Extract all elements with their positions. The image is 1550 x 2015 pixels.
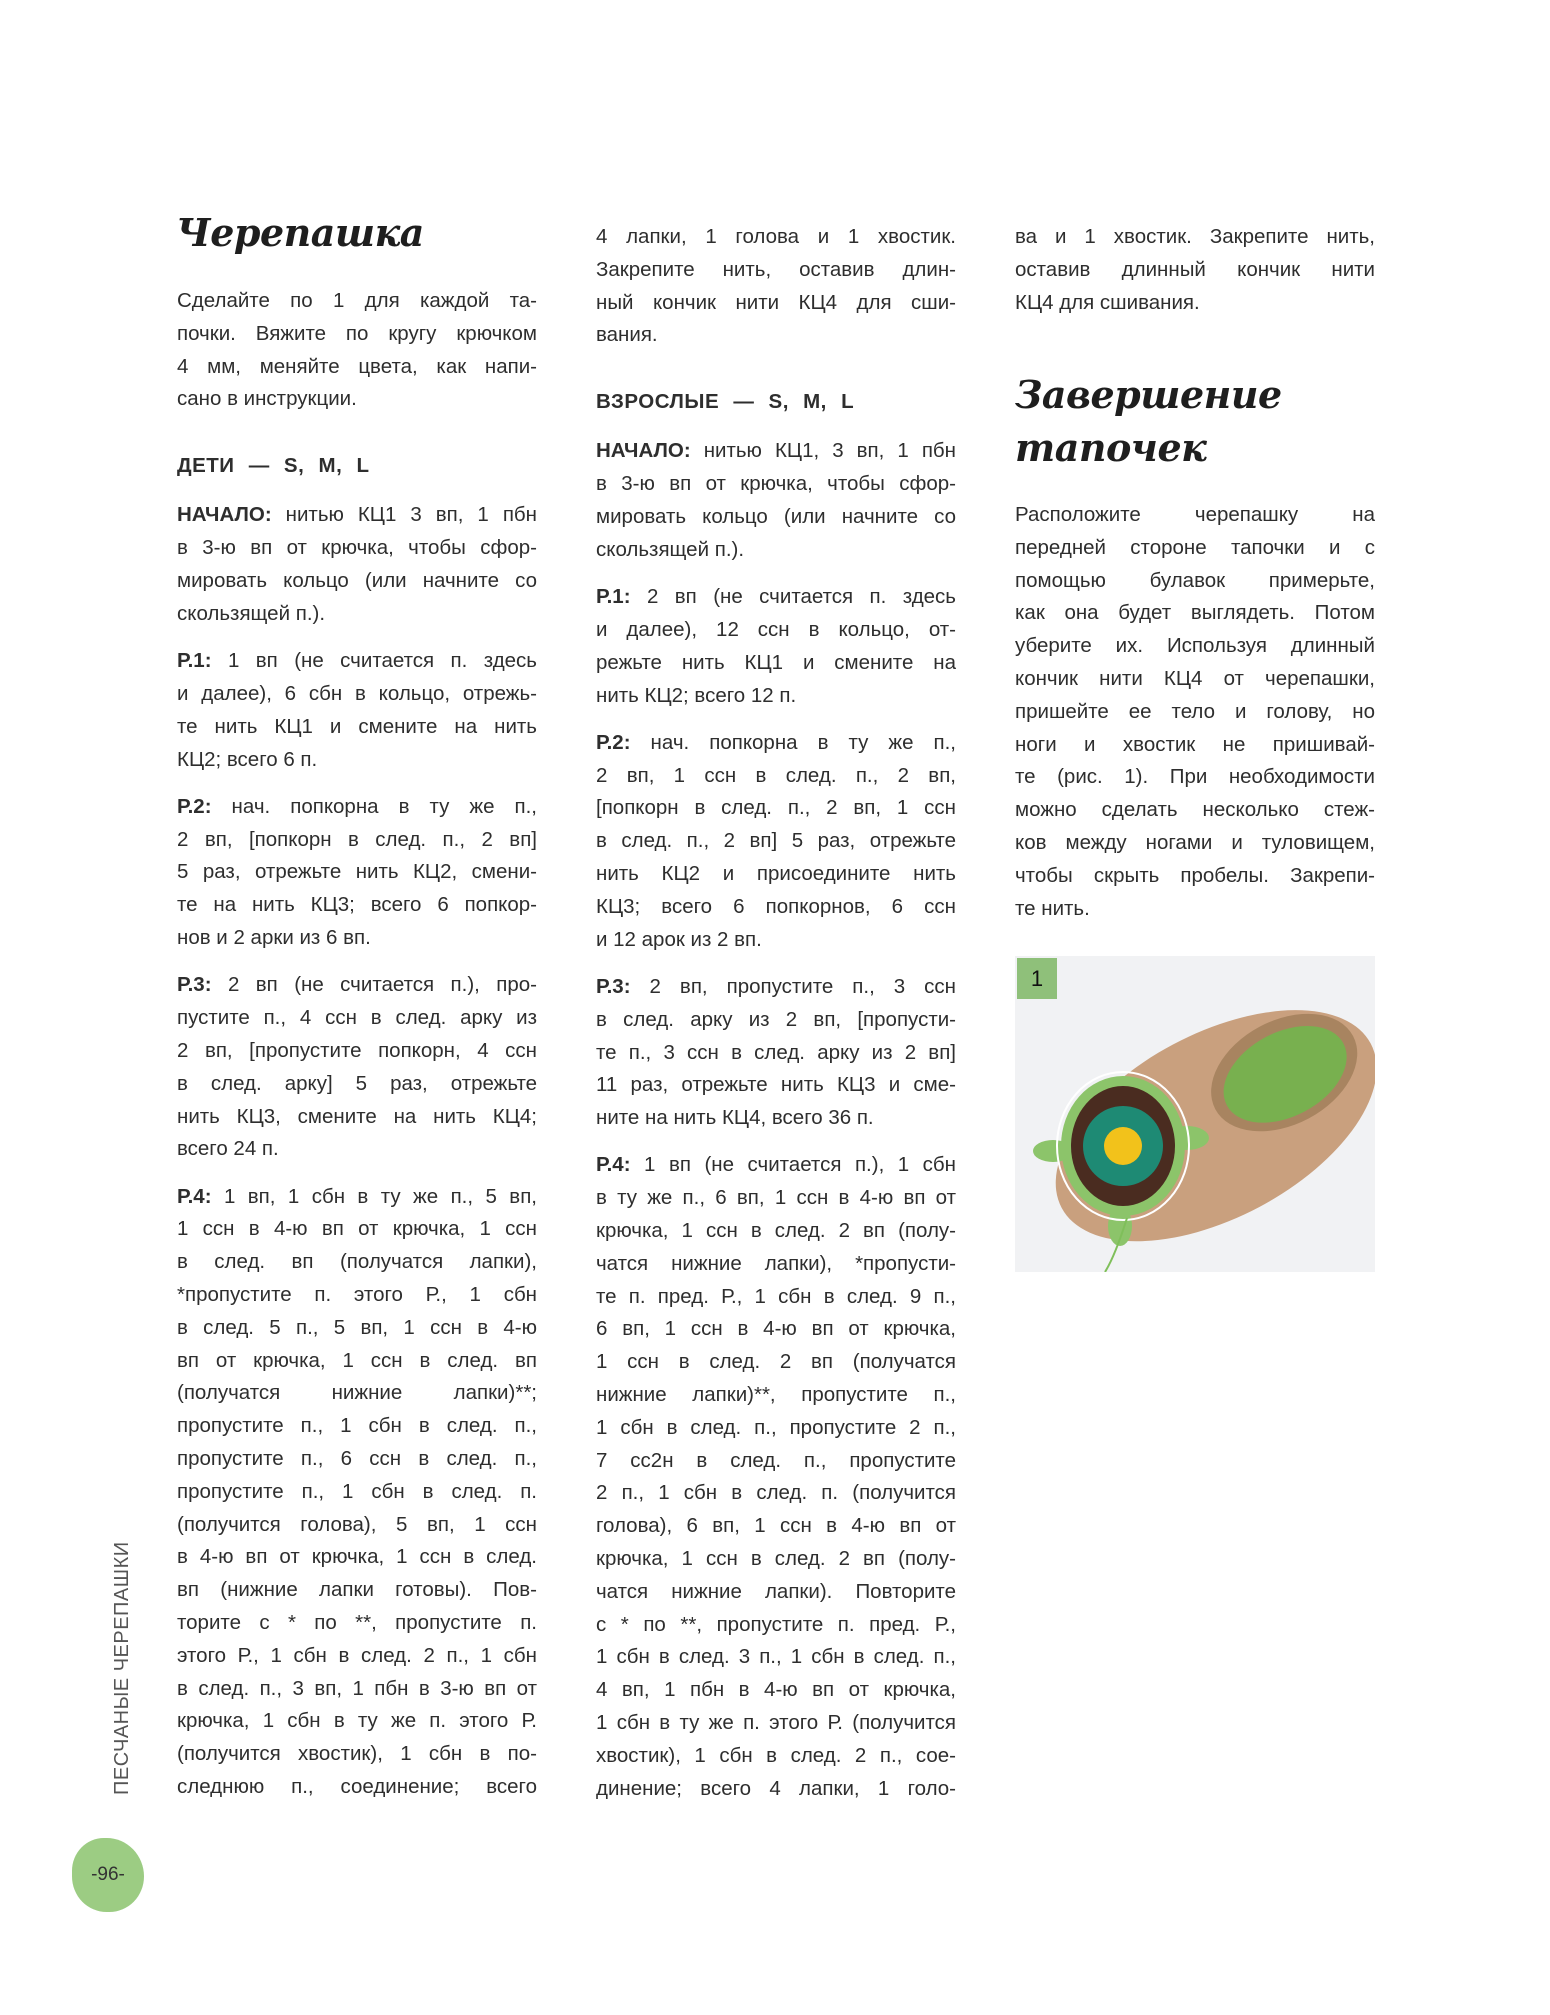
text-line xyxy=(177,499,537,532)
row-label: Р.4: xyxy=(177,1184,212,1208)
text-line xyxy=(177,1443,537,1476)
line-text: почки. Вяжите по кругу крючком xyxy=(177,321,537,345)
line-text: 11 раз, отрежьте нить КЦ3 и сме- xyxy=(596,1073,956,1097)
column-3-top xyxy=(1015,221,1375,334)
line-text: можно сделать несколько стеж- xyxy=(1015,798,1375,822)
line-text: в 3-ю вп от крючка, чтобы сфор- xyxy=(596,472,956,496)
line-text: (получится хвостик), 1 сбн в по- xyxy=(177,1742,537,1766)
text-line xyxy=(596,1412,956,1445)
text-line xyxy=(596,1641,956,1674)
paragraph xyxy=(177,1181,537,1804)
text-line xyxy=(177,1101,537,1134)
text-line xyxy=(177,1133,537,1166)
line-text: те нить КЦ1 и смените на нить xyxy=(177,714,537,738)
text-line xyxy=(596,891,956,924)
text-line xyxy=(596,287,956,320)
text-line xyxy=(596,1543,956,1576)
line-text: в след. п., 3 вп, 1 пбн в 3-ю вп от xyxy=(177,1676,537,1700)
size-heading: ДЕТИ — S, M, L xyxy=(177,454,370,478)
text-line xyxy=(177,1279,537,1312)
text-line xyxy=(596,614,956,647)
line-text: нить КЦ2 и присоедините нить xyxy=(596,862,956,886)
row-label: Р.2: xyxy=(596,730,631,754)
paragraph xyxy=(177,791,537,955)
line-text: 2 п., 1 сбн в след. п. (получится xyxy=(596,1481,956,1505)
text-line xyxy=(1015,761,1375,794)
line-text: (получится голова), 5 вп, 1 ссн xyxy=(177,1512,537,1536)
text-line xyxy=(177,1476,537,1509)
text-line xyxy=(596,1215,956,1248)
text-line xyxy=(596,1510,956,1543)
text-line xyxy=(177,645,537,678)
text-line xyxy=(596,1313,956,1346)
line-text: ный кончик нити КЦ4 для сши- xyxy=(596,290,956,314)
section-title-finish xyxy=(1015,368,1282,474)
line-text: Сделайте по 1 для каждой та- xyxy=(177,289,537,312)
line-text: 6 вп, 1 ссн в 4-ю вп от крючка, xyxy=(596,1317,956,1341)
column-2 xyxy=(596,221,956,1820)
line-text: КЦ2; всего 6 п. xyxy=(177,747,318,771)
line-text: чатся нижние лапки), *пропусти- xyxy=(596,1251,956,1275)
row-label: Р.3: xyxy=(596,974,631,998)
line-text: вп (нижние лапки готовы). Пов- xyxy=(177,1578,537,1602)
text-line xyxy=(177,1607,537,1640)
text-line xyxy=(1015,827,1375,860)
line-text: динение; всего 4 лапки, 1 голо- xyxy=(596,1776,956,1800)
text-line xyxy=(596,971,956,1004)
text-line xyxy=(177,969,537,1002)
text-line xyxy=(1015,860,1375,893)
text-line xyxy=(177,1541,537,1574)
line-text: ноги и хвостик не пришивай- xyxy=(1015,732,1375,756)
line-text: следнюю п., соединение; всего xyxy=(177,1774,537,1798)
line-text: те нить. xyxy=(1015,896,1090,920)
line-text: 2 вп (не считается п. здесь xyxy=(630,585,956,609)
size-heading: ВЗРОСЛЫЕ — S, M, L xyxy=(596,390,855,414)
text-line xyxy=(177,318,537,351)
text-line xyxy=(596,1445,956,1478)
line-text: 2 вп, [пропустите попкорн, 4 ссн xyxy=(177,1038,537,1062)
text-line xyxy=(177,1002,537,1035)
text-line xyxy=(1015,565,1375,598)
text-line xyxy=(177,1181,537,1214)
paragraph xyxy=(177,645,537,776)
line-text: чатся нижние лапки). Повторите xyxy=(596,1579,956,1603)
paragraph xyxy=(1015,499,1375,925)
line-text: чтобы скрыть пробелы. Закрепи- xyxy=(1015,863,1375,887)
text-line xyxy=(596,468,956,501)
line-text: КЦ4 для сшивания. xyxy=(1015,290,1200,314)
line-text: 2 вп, пропустите п., 3 ссн xyxy=(630,974,956,998)
line-text: с * по **, пропустите п. пред. Р., xyxy=(596,1612,956,1636)
line-text: 4 мм, меняйте цвета, как напи- xyxy=(177,354,537,378)
paragraph xyxy=(596,221,956,352)
paragraph xyxy=(596,435,956,566)
line-text: те п., 3 ссн в след. арку из 2 вп] xyxy=(596,1040,956,1064)
line-text: *пропустите п. этого Р., 1 сбн xyxy=(177,1283,537,1307)
text-line xyxy=(177,824,537,857)
text-line xyxy=(177,678,537,711)
text-line xyxy=(177,1574,537,1607)
line-text: режьте нить КЦ1 и смените на xyxy=(596,650,956,674)
line-text: и далее), 12 ссн в кольцо, от- xyxy=(596,617,956,641)
line-text: и 12 арок из 2 вп. xyxy=(596,927,762,951)
text-line xyxy=(177,1410,537,1443)
text-line xyxy=(596,1037,956,1070)
line-text: нитью КЦ1 3 вп, 1 пбн xyxy=(271,503,537,527)
paragraph xyxy=(596,1149,956,1805)
text-line xyxy=(596,760,956,793)
text-line xyxy=(596,1004,956,1037)
text-line xyxy=(596,1102,956,1135)
line-text: помощью булавок примерьте, xyxy=(1015,568,1375,592)
line-text: 1 сбн в ту же п. этого Р. (получится xyxy=(596,1710,956,1734)
line-text: 1 вп (не считается п. здесь xyxy=(211,649,537,673)
line-text: нач. попкорна в ту же п., xyxy=(630,730,956,754)
line-text: и далее), 6 сбн в кольцо, отрежь- xyxy=(177,681,537,705)
text-line xyxy=(596,1477,956,1510)
text-line xyxy=(177,856,537,889)
text-line xyxy=(1015,794,1375,827)
paragraph xyxy=(596,971,956,1135)
line-text: крючка, 1 сбн в ту же п. этого Р. xyxy=(177,1709,537,1733)
text-line xyxy=(1015,729,1375,762)
text-line xyxy=(1015,630,1375,663)
line-text: 1 ссн в 4-ю вп от крючка, 1 ссн xyxy=(177,1217,537,1241)
text-line xyxy=(596,1379,956,1412)
line-text: 4 лапки, 1 голова и 1 хвостик. xyxy=(596,225,956,248)
text-line xyxy=(177,889,537,922)
text-line xyxy=(1015,254,1375,287)
line-text: те на нить КЦ3; всего 6 попкор- xyxy=(177,893,537,917)
line-text: в 4-ю вп от крючка, 1 ссн в след. xyxy=(177,1545,537,1569)
text-line xyxy=(177,1705,537,1738)
line-text: как она будет выглядеть. Потом xyxy=(1015,601,1375,625)
text-line xyxy=(596,727,956,760)
paragraph xyxy=(177,499,537,630)
line-text: голова), 6 вп, 1 ссн в 4-ю вп от xyxy=(596,1514,956,1538)
line-text: нить КЦ3, смените на нить КЦ4; xyxy=(177,1104,537,1128)
text-line xyxy=(596,319,956,352)
line-text: вания. xyxy=(596,323,658,347)
line-text: сано в инструкции. xyxy=(177,387,357,411)
text-line xyxy=(596,1674,956,1707)
paragraph xyxy=(177,285,537,416)
row-label: Р.1: xyxy=(596,585,631,609)
line-text: скользящей п.). xyxy=(177,601,326,625)
line-text: хвостик), 1 сбн в след. 2 п., сое- xyxy=(596,1743,956,1767)
text-line xyxy=(177,1738,537,1771)
text-line xyxy=(177,1345,537,1378)
line-text: 1 сбн в след. п., пропустите 2 п., xyxy=(596,1415,956,1439)
line-text: КЦ3; всего 6 попкорнов, 6 ссн xyxy=(596,894,956,918)
text-line xyxy=(596,1248,956,1281)
text-line xyxy=(1015,532,1375,565)
slipper-turtle-image xyxy=(1015,956,1375,1272)
line-text: всего 24 п. xyxy=(177,1137,279,1161)
line-text: нов и 2 арки из 6 вп. xyxy=(177,926,371,950)
text-line xyxy=(596,825,956,858)
text-line xyxy=(177,744,537,777)
text-line xyxy=(1015,287,1375,320)
line-text: 4 вп, 1 пбн в 4-ю вп от крючка, xyxy=(596,1678,956,1702)
line-text: мировать кольцо (или начните со xyxy=(596,505,956,529)
line-text: мировать кольцо (или начните со xyxy=(177,569,537,593)
text-line xyxy=(177,1213,537,1246)
row-label: НАЧАЛО: xyxy=(177,503,272,527)
text-line xyxy=(177,285,537,318)
line-text: пропустите п., 1 сбн в след. п., xyxy=(177,1414,537,1438)
line-text: нижние лапки)**, пропустите п., xyxy=(596,1383,956,1406)
text-line xyxy=(1015,663,1375,696)
line-text: в след. 5 п., 5 вп, 1 ссн в 4-ю xyxy=(177,1315,537,1339)
page-number: -96- xyxy=(72,1838,144,1912)
row-label: Р.3: xyxy=(177,973,212,997)
text-line xyxy=(177,1246,537,1279)
line-text: крючка, 1 ссн в след. 2 вп (полу- xyxy=(596,1546,956,1570)
line-text: в след. вп (получатся лапки), xyxy=(177,1250,537,1274)
text-line xyxy=(596,435,956,468)
text-line xyxy=(177,711,537,744)
line-text: 5 раз, отрежьте нить КЦ2, смени- xyxy=(177,860,537,884)
line-text: нач. попкорна в ту же п., xyxy=(211,794,537,818)
text-line xyxy=(596,924,956,957)
row-label: НАЧАЛО: xyxy=(596,439,691,463)
line-text: 1 вп (не считается п.), 1 сбн xyxy=(630,1153,956,1177)
text-line xyxy=(596,1773,956,1806)
column-1 xyxy=(177,285,537,1818)
line-text: ков между ногами и туловищем, xyxy=(1015,830,1375,854)
title-line: Завершение xyxy=(1015,372,1282,417)
text-line xyxy=(596,254,956,287)
text-line xyxy=(1015,597,1375,630)
paragraph xyxy=(596,727,956,957)
line-text: 7 сс2н в след. п., пропустите xyxy=(596,1448,956,1472)
text-line xyxy=(596,1069,956,1102)
text-line xyxy=(177,1312,537,1345)
line-text: 2 вп, 1 ссн в след. п., 2 вп, xyxy=(596,763,956,787)
line-text: оставив длинный кончик нити xyxy=(1015,257,1375,281)
figure-number-badge: 1 xyxy=(1017,958,1057,999)
column-3-body xyxy=(1015,499,1375,940)
text-line xyxy=(177,1771,537,1804)
line-text: нитью КЦ1, 3 вп, 1 пбн xyxy=(690,439,956,463)
line-text: вп от крючка, 1 ссн в след. вп xyxy=(177,1348,537,1372)
running-header: ПЕСЧАНЫЕ ЧЕРЕПАШКИ xyxy=(111,1541,133,1795)
text-line xyxy=(596,1149,956,1182)
line-text: ните на нить КЦ4, всего 36 п. xyxy=(596,1106,874,1130)
title-line: тапочек xyxy=(1015,425,1207,470)
line-text: 1 сбн в след. 3 п., 1 сбн в след. п., xyxy=(596,1645,956,1669)
section-title-turtle: Черепашка xyxy=(176,210,424,255)
text-line xyxy=(596,1609,956,1642)
text-line xyxy=(596,501,956,534)
text-line xyxy=(177,532,537,565)
line-text: пустите п., 4 ссн в след. арку из xyxy=(177,1006,537,1030)
line-text: этого Р., 1 сбн в след. 2 п., 1 сбн xyxy=(177,1643,537,1667)
text-line xyxy=(177,791,537,824)
text-line xyxy=(177,1509,537,1542)
text-line xyxy=(596,1346,956,1379)
line-text: скользящей п.). xyxy=(596,537,745,561)
line-text: пропустите п., 6 ссн в след. п., xyxy=(177,1447,537,1470)
line-text: ва и 1 хвостик. Закрепите нить, xyxy=(1015,225,1375,248)
text-line xyxy=(596,680,956,713)
text-line xyxy=(1015,221,1375,254)
line-text: 2 вп (не считается п.), про- xyxy=(211,973,537,997)
line-text: 1 вп, 1 сбн в ту же п., 5 вп, xyxy=(211,1184,537,1208)
text-line xyxy=(177,383,537,416)
text-line xyxy=(177,598,537,631)
text-line xyxy=(177,1673,537,1706)
line-text: в ту же п., 6 вп, 1 ссн в 4-ю вп от xyxy=(596,1186,956,1210)
line-text: пришейте ее тело и голову, но xyxy=(1015,699,1375,723)
line-text: уберите их. Используя длинный xyxy=(1015,634,1375,658)
line-text: в след. арку из 2 вп, [пропусти- xyxy=(596,1007,956,1031)
line-text: 2 вп, [попкорн в след. п., 2 вп] xyxy=(177,827,537,851)
text-line xyxy=(177,922,537,955)
line-text: пропустите п., 1 сбн в след. п. xyxy=(177,1479,537,1503)
line-text: [попкорн в след. п., 2 вп, 1 ссн xyxy=(596,796,956,820)
line-text: те п. пред. Р., 1 сбн в след. 9 п., xyxy=(596,1284,956,1308)
row-label: Р.2: xyxy=(177,794,212,818)
text-line xyxy=(177,1640,537,1673)
text-line xyxy=(1015,893,1375,926)
line-text: в 3-ю вп от крючка, чтобы сфор- xyxy=(177,536,537,560)
line-text: Расположите черепашку на xyxy=(1015,503,1375,526)
figure-1-photo xyxy=(1015,956,1375,1272)
text-line xyxy=(596,1182,956,1215)
text-line xyxy=(596,792,956,825)
paragraph xyxy=(177,969,537,1166)
line-text: крючка, 1 ссн в след. 2 вп (полу- xyxy=(596,1219,956,1243)
text-line xyxy=(596,1707,956,1740)
row-label: Р.1: xyxy=(177,649,212,673)
line-text: передней стороне тапочки и с xyxy=(1015,535,1375,559)
line-text: в след. арку] 5 раз, отрежьте xyxy=(177,1071,537,1095)
text-line xyxy=(596,1281,956,1314)
text-line xyxy=(1015,696,1375,729)
line-text: в след. п., 2 вп] 5 раз, отрежьте xyxy=(596,829,956,853)
text-line xyxy=(596,858,956,891)
text-line xyxy=(596,1740,956,1773)
text-line xyxy=(596,1576,956,1609)
line-text: кончик нити КЦ4 от черепашки, xyxy=(1015,666,1375,690)
paragraph xyxy=(1015,221,1375,319)
line-text: (получатся нижние лапки)**; xyxy=(177,1381,537,1405)
line-text: 1 ссн в след. 2 вп (получатся xyxy=(596,1350,956,1374)
text-line xyxy=(177,565,537,598)
text-line xyxy=(596,534,956,567)
row-label: Р.4: xyxy=(596,1153,631,1177)
text-line xyxy=(177,1035,537,1068)
paragraph xyxy=(596,581,956,712)
text-line xyxy=(596,581,956,614)
line-text: нить КЦ2; всего 12 п. xyxy=(596,683,797,707)
line-text: Закрепите нить, оставив длин- xyxy=(596,257,956,281)
line-text: торите с * по **, пропустите п. xyxy=(177,1610,537,1634)
text-line xyxy=(1015,499,1375,532)
text-line xyxy=(596,647,956,680)
text-line xyxy=(177,1377,537,1410)
line-text: те (рис. 1). При необходимости xyxy=(1015,765,1375,789)
text-line xyxy=(177,351,537,384)
text-line xyxy=(596,221,956,254)
text-line xyxy=(177,1068,537,1101)
